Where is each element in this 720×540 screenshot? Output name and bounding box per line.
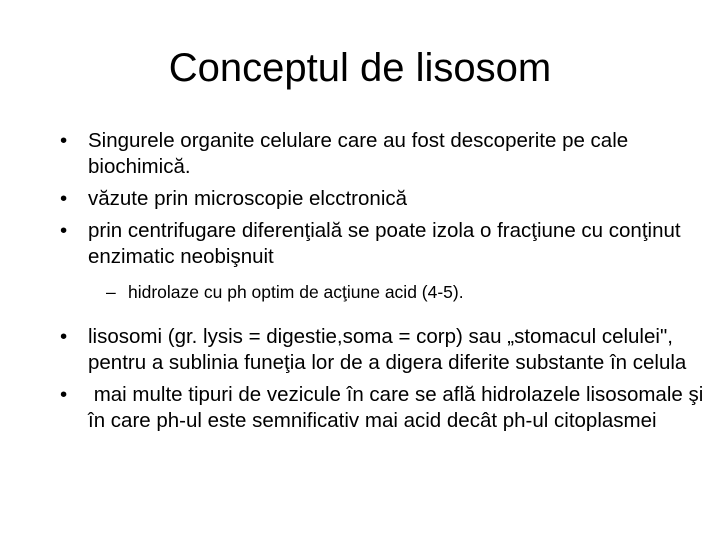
bullet-marker: • [60, 219, 68, 242]
bullet-text: Singurele organite celulare care au fost descoperite pe cale biochimică. [88, 129, 629, 178]
bullet-item [54, 128, 718, 180]
sub-bullet-marker: – [106, 282, 116, 302]
bullet-marker: • [60, 129, 68, 152]
bullet-item [54, 218, 718, 270]
bullet-item [54, 186, 718, 212]
slide-content [54, 128, 718, 440]
sub-bullet-item [54, 280, 718, 304]
bullet-item [54, 324, 718, 376]
sub-bullet-text: hidrolaze cu ph optim de acţiune acid (4-5). [128, 282, 464, 302]
bullet-text: lisosomi (gr. lysis = digestie,soma = corp) sau „stomacul celulei", pentru a sublinia funeţia lor de a digera diferite substante în celula [88, 325, 687, 374]
bullet-marker: • [60, 187, 68, 210]
bullet-text: prin centrifugare diferenţială se poate izola o fracţiune cu conţinut enzimatic neobişnuit [88, 219, 681, 268]
slide-title: Conceptul de lisosom [168, 46, 552, 90]
bullet-marker: • [60, 325, 68, 348]
bullet-marker: • [60, 383, 68, 406]
bullet-text: mai multe tipuri de vezicule în care se află hidrolazele lisosomale şi în care ph-ul este semnificativ mai acid decât ph-ul citoplasmei [88, 383, 709, 432]
bullet-item [54, 382, 718, 434]
bullet-text: văzute prin microscopie elcctronică [88, 187, 408, 210]
